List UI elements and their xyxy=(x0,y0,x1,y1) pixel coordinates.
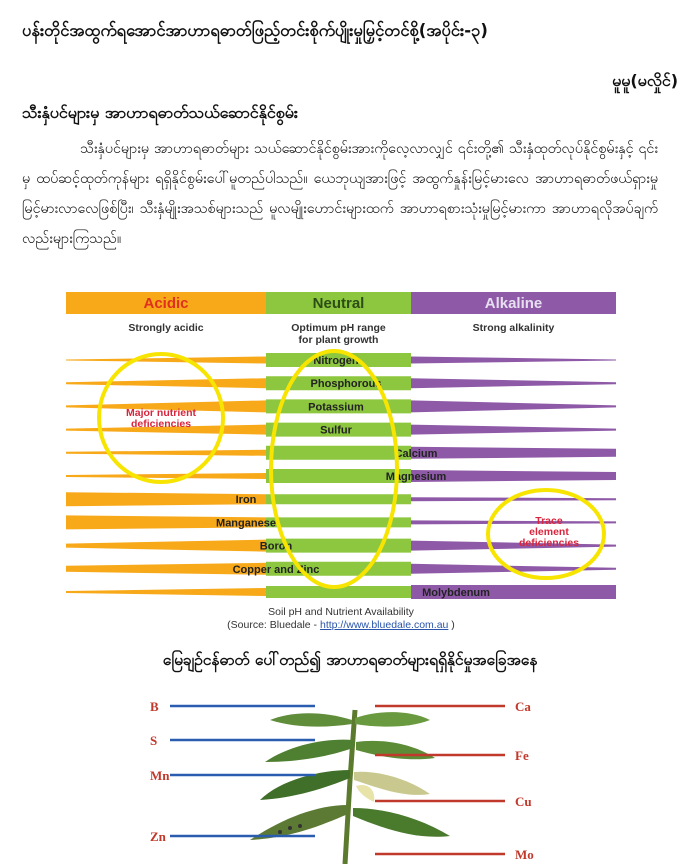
page-title: ပန်းတိုင်အထွက်ရအောင်အာဟာရဓာတ်ဖြည့်တင်းစိုက်ပျိုးမှုမြှင့်တင်စို့(အပိုင်း-၃) xyxy=(22,21,488,40)
element-label-left: Zn xyxy=(150,829,166,844)
element-label-left: B xyxy=(150,699,159,714)
annotation-major: deficiencies xyxy=(130,418,192,430)
annotation-trace: Trace xyxy=(535,515,563,527)
element-label-left: Mn xyxy=(150,768,170,783)
source-prefix: (Source: Bluedale - xyxy=(227,619,320,631)
nutrient-label: Copper and Zinc xyxy=(232,563,320,576)
zone-title: Neutral xyxy=(312,295,365,312)
zone-subtitle: Strongly acidic xyxy=(128,322,204,334)
caption-source xyxy=(66,619,616,632)
element-label-right: Ca xyxy=(515,699,531,714)
zone-subtitle: Optimum pH range xyxy=(291,322,386,334)
figure-caption xyxy=(66,606,616,632)
source-link[interactable]: http://www.bluedale.com.au xyxy=(319,619,449,631)
nutrient-label: Magnesium xyxy=(385,471,447,483)
nutrient-label: Boron xyxy=(259,540,293,553)
nutrient-availability-chart xyxy=(66,292,616,604)
annotation-trace: deficiencies xyxy=(518,537,580,549)
nutrient-label: Calcium xyxy=(394,447,438,460)
nutrient-label: Manganese xyxy=(216,517,276,530)
section-heading: သီးနှံပင်များမှ အာဟာရဓာတ်သယ်ဆောင်နိုင်စွမ်း xyxy=(22,103,298,122)
body-paragraph xyxy=(22,134,658,254)
source-suffix: ) xyxy=(448,619,455,631)
nutrient-label: Molybdenum xyxy=(422,587,490,599)
element-label-right: Fe xyxy=(515,748,529,763)
paragraph-text: သီးနှံပင်များမှ အာဟာရဓာတ်များ သယ်ဆောင်နိုင်စွမ်းအားကိုလေ့လာလျှင် ၎င်းတို့၏ သီးနှံထုတ်လုပ်နိုင်စွမ်းနှင့် ၎င်းမှ ထပ်ဆင့်ထုတ်ကုန်များ ရရှိနိုင်စွမ်းပေါ်မူတည်ပါသည်။ ယေဘုယျအားဖြင့် အထွက်နှုန်းမြင့်မားလေ အာဟာရဓာတ်ဖယ်ရှားမှုမြင့်မားလာလေဖြစ်ပြီး၊ သီးနှံမျိုးအသစ်များသည် မူလမျိုးဟောင်းများထက် အာဟာရစားသုံးမှုမြင့်မားကာ အာဟာရလိုအပ်ချက်လည်းများကြသည်။ xyxy=(22,141,658,247)
plant-deficiency-illustration xyxy=(130,690,550,864)
zone-subtitle: for plant growth xyxy=(298,334,379,346)
plant-drawing xyxy=(250,710,450,864)
zone-title: Acidic xyxy=(143,295,189,312)
element-label-left: S xyxy=(150,733,158,748)
nutrient-label: Nitrogen xyxy=(313,355,359,367)
caption-title: Soil pH and Nutrient Availability xyxy=(268,606,414,618)
author-name: မူမူ(မလှိုင်) xyxy=(612,71,678,90)
annotation-trace: element xyxy=(529,526,569,538)
element-label-right: Cu xyxy=(515,794,532,809)
annotation-major: Major nutrient xyxy=(126,407,196,419)
nutrient-label: Potassium xyxy=(308,401,364,414)
nutrient-label: Phosphorous xyxy=(310,378,382,391)
nutrient-label: Iron xyxy=(235,494,257,507)
zone-title: Alkaline xyxy=(484,295,543,312)
element-label-right: Mo xyxy=(515,847,534,862)
nutrient-label: Sulfur xyxy=(320,424,352,437)
zone-subtitle: Strong alkalinity xyxy=(472,322,555,334)
figure2-heading: မြေချဉ်ငန်ဓာတ် ပေါ်တည်၍ အာဟာရဓာတ်များရရှိနိုင်မှုအခြေအနေ xyxy=(162,651,538,669)
